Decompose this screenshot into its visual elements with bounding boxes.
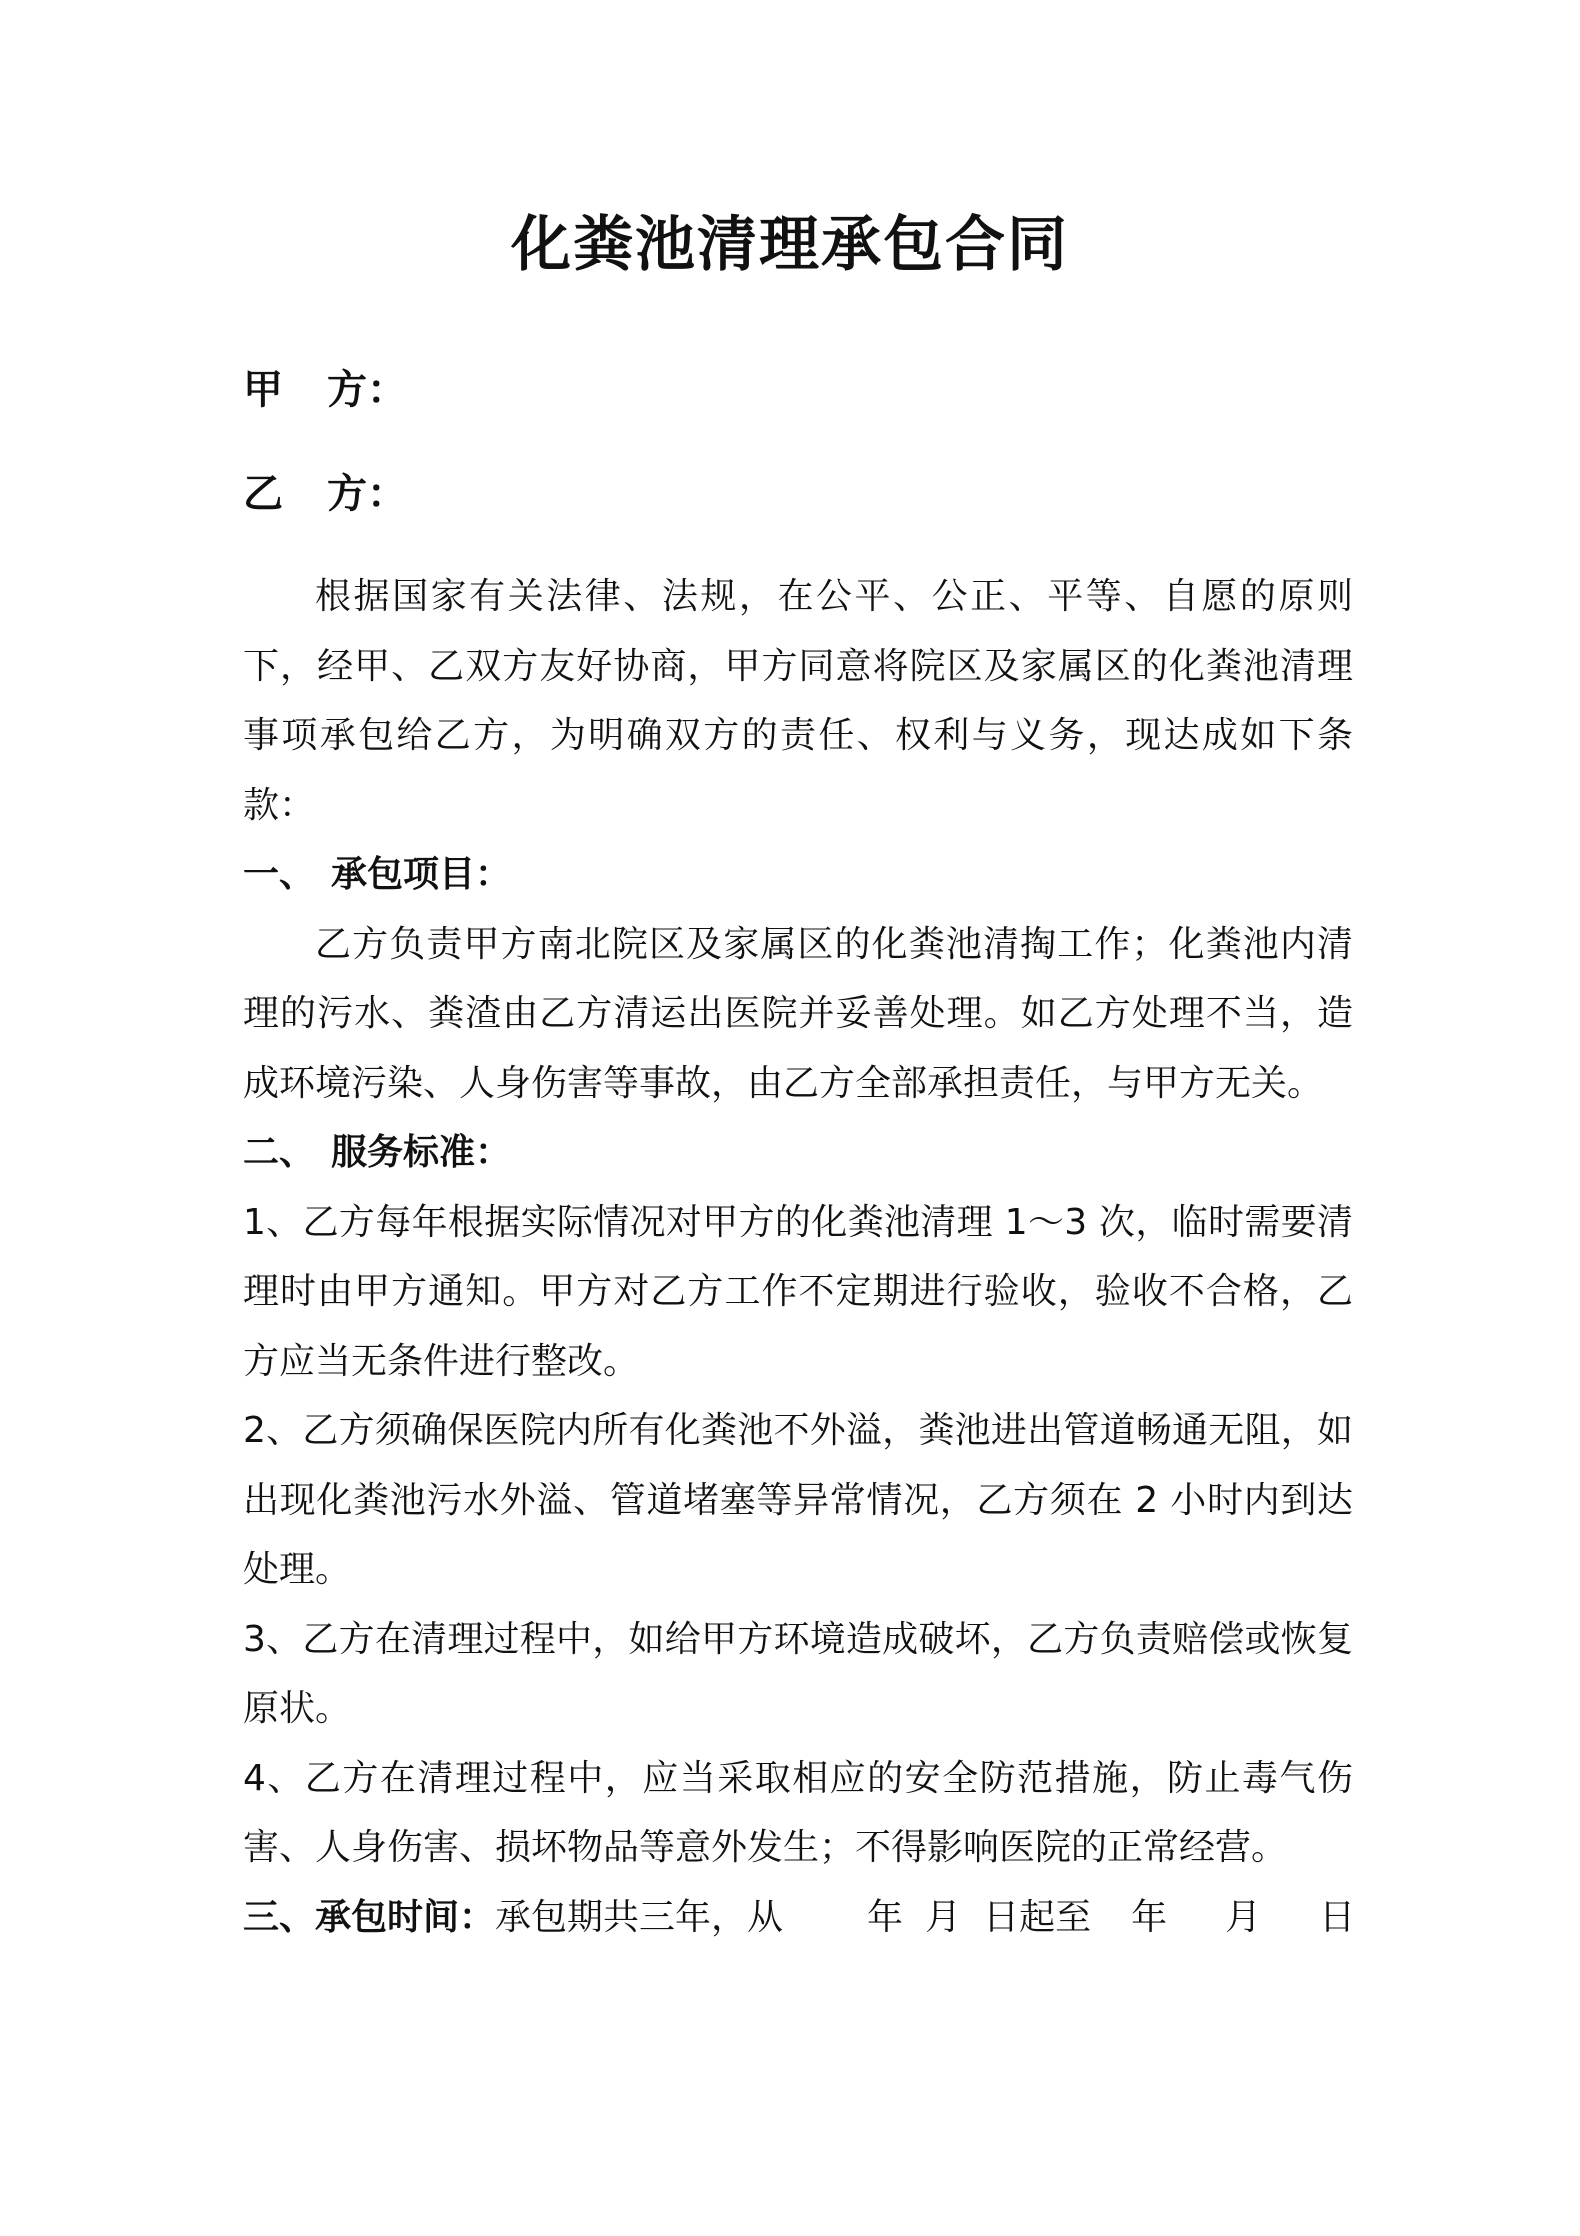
party-a-label-2: 方：	[327, 367, 407, 413]
section-1-content: 乙方负责甲方南北院区及家属区的化粪池清掏工作；化粪池内清理的污水、粪渣由乙方清运出医院并妥善处理。如乙方处理不当，造成环境污染、人身伤害等事故，由乙方全部承担责任，与甲方无关。	[243, 923, 1353, 1104]
section-3-line	[243, 1883, 1356, 1953]
section-2-item-1: 1、乙方每年根据实际情况对甲方的化粪池清理 1～3 次，临时需要清理时由甲方通知。甲方对乙方工作不定期进行验收，验收不合格，乙方应当无条件进行整改。	[243, 1201, 1353, 1382]
section-1-title: 承包项目：	[331, 854, 512, 895]
contract-body	[243, 562, 1356, 1952]
section-2-item-4: 4、乙方在清理过程中，应当采取相应的安全防范措施，防止毒气伤害、人身伤害、损坏物品等意外发生；不得影响医院的正常经营。	[243, 1757, 1353, 1868]
section-1-heading	[243, 840, 1353, 910]
party-a-line	[243, 360, 407, 420]
party-b-label-1: 乙	[243, 471, 283, 517]
section-3-title: 承包时间：	[315, 1896, 496, 1938]
party-a-label-1: 甲	[243, 367, 283, 413]
party-b-label-2: 方：	[327, 471, 407, 517]
section-2-item-2: 2、乙方须确保医院内所有化粪池不外溢，粪池进出管道畅通无阻，如出现化粪池污水外溢、管道堵塞等异常情况，乙方须在 2 小时内到达处理。	[243, 1410, 1353, 1590]
end-month-label: 月	[1225, 1896, 1262, 1938]
section-2-item-3: 3、乙方在清理过程中，如给甲方环境造成破坏，乙方负责赔偿或恢复原状。	[243, 1618, 1353, 1729]
party-b-line	[243, 464, 407, 524]
section-2-number: 二、	[243, 1132, 316, 1173]
section-3-number: 三、	[243, 1896, 316, 1938]
end-year-label: 年	[1131, 1896, 1168, 1938]
start-day-label: 日起至	[983, 1896, 1092, 1938]
start-year-label: 年	[867, 1896, 904, 1938]
section-2-heading	[243, 1118, 1353, 1188]
section-3-text: 承包期共三年，从	[495, 1896, 784, 1938]
end-day-label: 日	[1319, 1896, 1356, 1938]
document-title: 化粪池清理承包合同	[511, 210, 1069, 280]
preamble-paragraph: 根据国家有关法律、法规，在公平、公正、平等、自愿的原则下，经甲、乙双方友好协商，甲方同意将院区及家属区的化粪池清理事项承包给乙方，为明确双方的责任、权利与义务，现达成如下条款：	[243, 576, 1353, 826]
section-1-number: 一、	[243, 854, 316, 895]
start-month-label: 月	[925, 1896, 962, 1938]
section-2-title: 服务标准：	[331, 1132, 512, 1173]
